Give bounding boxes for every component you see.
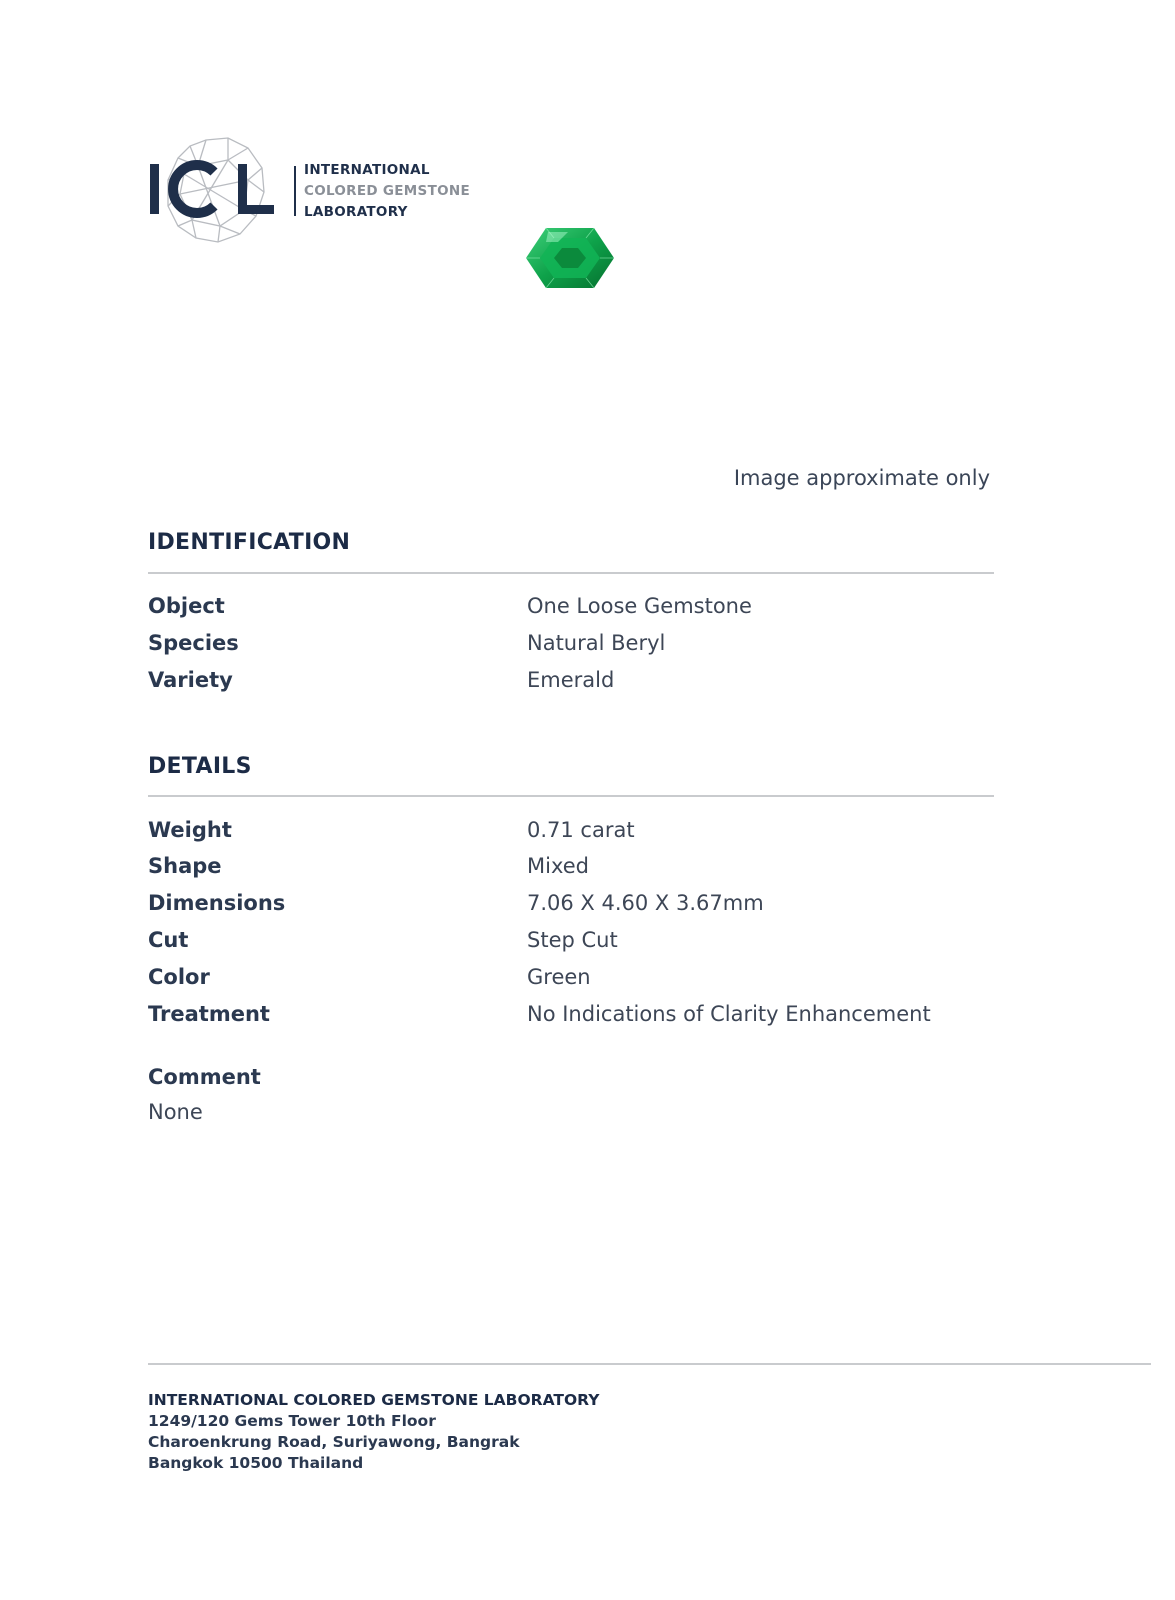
footer-address-line-1: 1249/120 Gems Tower 10th Floor [148, 1412, 436, 1430]
color-value: Green [527, 965, 591, 989]
variety-label: Variety [148, 668, 233, 692]
details-heading: DETAILS [148, 754, 252, 779]
logo-line-3: LABORATORY [304, 204, 408, 220]
cut-value: Step Cut [527, 928, 618, 952]
emerald-gem-image [524, 226, 616, 290]
icl-logo [148, 136, 488, 246]
identification-heading: IDENTIFICATION [148, 530, 351, 555]
object-value: One Loose Gemstone [527, 594, 752, 618]
logo-wordmark [304, 160, 470, 223]
logo-divider [294, 166, 296, 216]
variety-value: Emerald [527, 668, 615, 692]
identification-divider [148, 572, 994, 574]
color-label: Color [148, 965, 210, 989]
footer-lab-name: INTERNATIONAL COLORED GEMSTONE LABORATORY [148, 1391, 600, 1409]
logo-line-1: INTERNATIONAL [304, 162, 430, 178]
object-label: Object [148, 594, 225, 618]
treatment-value: No Indications of Clarity Enhancement [527, 1002, 931, 1026]
weight-value: 0.71 carat [527, 818, 635, 842]
species-label: Species [148, 631, 239, 655]
cut-label: Cut [148, 928, 189, 952]
comment-label: Comment [148, 1065, 261, 1089]
footer-divider [148, 1363, 1151, 1365]
shape-label: Shape [148, 854, 222, 878]
weight-label: Weight [148, 818, 232, 842]
image-caption: Image approximate only [733, 466, 990, 490]
dimensions-value: 7.06 X 4.60 X 3.67mm [527, 891, 764, 915]
shape-value: Mixed [527, 854, 589, 878]
footer-address-block [148, 1390, 599, 1474]
footer-address-line-2: Charoenkrung Road, Suriyawong, Bangrak [148, 1433, 520, 1451]
details-divider [148, 795, 994, 797]
species-value: Natural Beryl [527, 631, 666, 655]
footer-address-line-3: Bangkok 10500 Thailand [148, 1454, 364, 1472]
icl-logo-mark [148, 136, 283, 246]
comment-value: None [148, 1100, 203, 1124]
dimensions-label: Dimensions [148, 891, 286, 915]
treatment-label: Treatment [148, 1002, 270, 1026]
logo-line-2: COLORED GEMSTONE [304, 183, 470, 199]
